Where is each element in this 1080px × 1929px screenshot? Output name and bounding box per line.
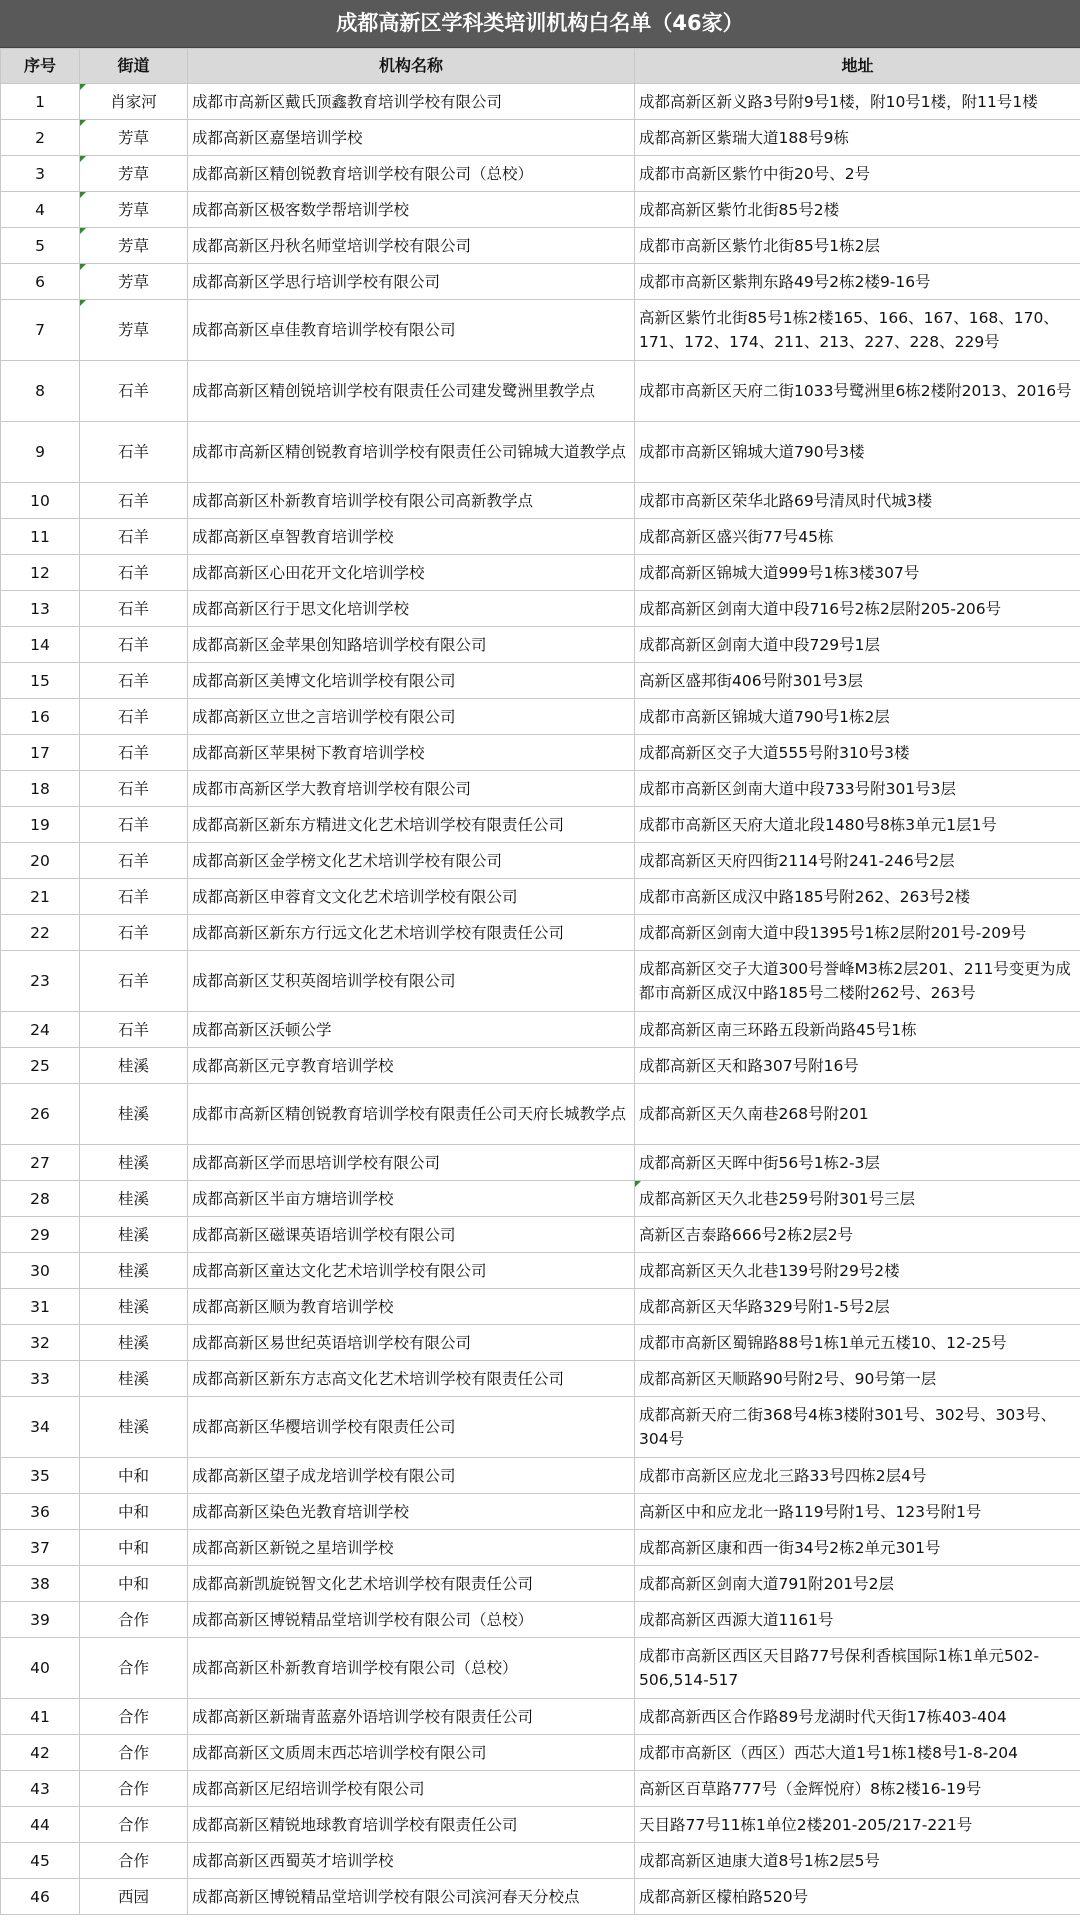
cell-address: 成都市高新区蜀锦路88号1栋1单元五楼10、12-25号 — [635, 1325, 1080, 1361]
cell-address: 成都市高新区紫竹中街20号、2号 — [635, 156, 1080, 192]
cell-street: 石羊 — [80, 555, 188, 591]
cell-name: 成都高新区朴新教育培训学校有限公司（总校） — [188, 1638, 635, 1699]
cell-address: 成都市高新区西区天目路77号保利香槟国际1栋1单元502-506,514-517 — [635, 1638, 1080, 1699]
cell-street: 石羊 — [80, 807, 188, 843]
cell-num: 32 — [1, 1325, 80, 1361]
whitelist-table — [0, 48, 1080, 1915]
table-row — [1, 951, 1080, 1012]
cell-num: 40 — [1, 1638, 80, 1699]
cell-name: 成都高新区顺为教育培训学校 — [188, 1289, 635, 1325]
cell-name: 成都高新区尼绍培训学校有限公司 — [188, 1771, 635, 1807]
cell-num: 41 — [1, 1699, 80, 1735]
cell-address: 成都市高新区成汉中路185号附262、263号2楼 — [635, 879, 1080, 915]
cell-num: 15 — [1, 663, 80, 699]
cell-num: 9 — [1, 422, 80, 483]
cell-num: 17 — [1, 735, 80, 771]
table-row — [1, 771, 1080, 807]
cell-name: 成都高新区新东方行远文化艺术培训学校有限责任公司 — [188, 915, 635, 951]
table-row — [1, 264, 1080, 300]
cell-name: 成都高新区沃顿公学 — [188, 1012, 635, 1048]
cell-name: 成都高新区半亩方塘培训学校 — [188, 1181, 635, 1217]
table-row — [1, 1879, 1080, 1915]
cell-address: 成都市高新区天府大道北段1480号8栋3单元1层1号 — [635, 807, 1080, 843]
cell-name: 成都高新区新锐之星培训学校 — [188, 1530, 635, 1566]
cell-name: 成都高新区美博文化培训学校有限公司 — [188, 663, 635, 699]
cell-address: 高新区百草路777号（金辉悦府）8栋2楼16-19号 — [635, 1771, 1080, 1807]
cell-street: 桂溪 — [80, 1145, 188, 1181]
table-row — [1, 84, 1080, 120]
cell-street: 桂溪 — [80, 1253, 188, 1289]
table-row — [1, 483, 1080, 519]
cell-num: 10 — [1, 483, 80, 519]
table-row — [1, 1458, 1080, 1494]
cell-street: 石羊 — [80, 627, 188, 663]
cell-address: 天目路77号11栋1单位2楼201-205/217-221号 — [635, 1807, 1080, 1843]
cell-street: 石羊 — [80, 879, 188, 915]
cell-street: 合作 — [80, 1699, 188, 1735]
cell-num: 5 — [1, 228, 80, 264]
cell-num: 2 — [1, 120, 80, 156]
cell-num: 45 — [1, 1843, 80, 1879]
cell-num: 16 — [1, 699, 80, 735]
cell-street: 石羊 — [80, 951, 188, 1012]
cell-num: 18 — [1, 771, 80, 807]
cell-address: 成都高新区锦城大道999号1栋3楼307号 — [635, 555, 1080, 591]
cell-street: 中和 — [80, 1458, 188, 1494]
cell-num: 38 — [1, 1566, 80, 1602]
table-row — [1, 807, 1080, 843]
cell-address: 成都高新区天府四街2114号附241-246号2层 — [635, 843, 1080, 879]
table-row — [1, 627, 1080, 663]
header-num: 序号 — [1, 49, 80, 84]
cell-name: 成都高新区精创锐教育培训学校有限公司（总校） — [188, 156, 635, 192]
cell-address: 高新区盛邦街406号附301号3层 — [635, 663, 1080, 699]
cell-street: 桂溪 — [80, 1289, 188, 1325]
table-row — [1, 735, 1080, 771]
cell-address: 成都高新区天晖中街56号1栋2-3层 — [635, 1145, 1080, 1181]
cell-address: 成都高新区剑南大道中段716号2栋2层附205-206号 — [635, 591, 1080, 627]
cell-street: 石羊 — [80, 915, 188, 951]
cell-name: 成都高新区精创锐培训学校有限责任公司建发鹭洲里教学点 — [188, 361, 635, 422]
table-row — [1, 1699, 1080, 1735]
cell-name: 成都高新区学而思培训学校有限公司 — [188, 1145, 635, 1181]
cell-num: 33 — [1, 1361, 80, 1397]
table-row — [1, 843, 1080, 879]
cell-address: 成都高新区天久北巷259号附301号三层 — [635, 1181, 1080, 1217]
cell-street: 石羊 — [80, 771, 188, 807]
cell-name: 成都高新区文质周末西芯培训学校有限公司 — [188, 1735, 635, 1771]
table-row — [1, 1735, 1080, 1771]
cell-name: 成都高新区望子成龙培训学校有限公司 — [188, 1458, 635, 1494]
cell-address: 成都高新区西源大道1161号 — [635, 1602, 1080, 1638]
cell-address: 成都市高新区天府二街1033号鹭洲里6栋2楼附2013、2016号 — [635, 361, 1080, 422]
cell-street: 中和 — [80, 1530, 188, 1566]
table-row — [1, 1566, 1080, 1602]
cell-address: 成都高新区康和西一街34号2栋2单元301号 — [635, 1530, 1080, 1566]
cell-street: 中和 — [80, 1494, 188, 1530]
table-row — [1, 1638, 1080, 1699]
cell-name: 成都市高新区精创锐教育培训学校有限责任公司锦城大道教学点 — [188, 422, 635, 483]
cell-address: 成都市高新区锦城大道790号1栋2层 — [635, 699, 1080, 735]
cell-address: 成都市高新区应龙北三路33号四栋2层4号 — [635, 1458, 1080, 1494]
cell-name: 成都高新区元亨教育培训学校 — [188, 1048, 635, 1084]
cell-name: 成都高新区磁课英语培训学校有限公司 — [188, 1217, 635, 1253]
cell-address: 成都高新区交子大道555号附310号3楼 — [635, 735, 1080, 771]
header-address: 地址 — [635, 49, 1080, 84]
cell-num: 36 — [1, 1494, 80, 1530]
cell-address: 成都高新区紫瑞大道188号9栋 — [635, 120, 1080, 156]
cell-address: 成都高新区南三环路五段新尚路45号1栋 — [635, 1012, 1080, 1048]
cell-name: 成都高新区苹果树下教育培训学校 — [188, 735, 635, 771]
cell-address: 成都高新区天久南巷268号附201 — [635, 1084, 1080, 1145]
cell-street: 合作 — [80, 1807, 188, 1843]
cell-street: 石羊 — [80, 361, 188, 422]
table-row — [1, 1843, 1080, 1879]
cell-street: 合作 — [80, 1771, 188, 1807]
cell-street: 桂溪 — [80, 1361, 188, 1397]
table-row — [1, 1771, 1080, 1807]
cell-num: 21 — [1, 879, 80, 915]
table-row — [1, 879, 1080, 915]
cell-num: 46 — [1, 1879, 80, 1915]
cell-name: 成都高新区行于思文化培训学校 — [188, 591, 635, 627]
cell-num: 34 — [1, 1397, 80, 1458]
cell-address: 成都高新区天顺路90号附2号、90号第一层 — [635, 1361, 1080, 1397]
table-row — [1, 1397, 1080, 1458]
table-row — [1, 663, 1080, 699]
table-row — [1, 1181, 1080, 1217]
cell-address: 高新区紫竹北街85号1栋2楼165、166、167、168、170、171、172、174、211、213、227、228、229号 — [635, 300, 1080, 361]
cell-name: 成都高新区华樱培训学校有限责任公司 — [188, 1397, 635, 1458]
cell-address: 成都高新区剑南大道中段1395号1栋2层附201号-209号 — [635, 915, 1080, 951]
cell-street: 桂溪 — [80, 1048, 188, 1084]
cell-name: 成都高新区心田花开文化培训学校 — [188, 555, 635, 591]
cell-name: 成都高新区极客数学帮培训学校 — [188, 192, 635, 228]
cell-num: 31 — [1, 1289, 80, 1325]
cell-num: 42 — [1, 1735, 80, 1771]
cell-num: 30 — [1, 1253, 80, 1289]
cell-street: 石羊 — [80, 735, 188, 771]
cell-name: 成都高新区染色光教育培训学校 — [188, 1494, 635, 1530]
cell-name: 成都高新区新东方精进文化艺术培训学校有限责任公司 — [188, 807, 635, 843]
cell-num: 22 — [1, 915, 80, 951]
table-row — [1, 120, 1080, 156]
cell-street: 石羊 — [80, 591, 188, 627]
cell-address: 成都市高新区紫荆东路49号2栋2楼9-16号 — [635, 264, 1080, 300]
cell-name: 成都高新区博锐精品堂培训学校有限公司滨河春天分校点 — [188, 1879, 635, 1915]
cell-address: 成都高新区新义路3号附9号1楼，附10号1楼，附11号1楼 — [635, 84, 1080, 120]
cell-address: 成都高新区盛兴街77号45栋 — [635, 519, 1080, 555]
cell-num: 20 — [1, 843, 80, 879]
cell-address: 成都高新西区合作路89号龙湖时代天街17栋403-404 — [635, 1699, 1080, 1735]
cell-street: 芳草 — [80, 300, 188, 361]
cell-address: 成都高新区紫竹北街85号2楼 — [635, 192, 1080, 228]
cell-num: 1 — [1, 84, 80, 120]
cell-name: 成都市高新区戴氏顶鑫教育培训学校有限公司 — [188, 84, 635, 120]
cell-num: 13 — [1, 591, 80, 627]
cell-name: 成都高新区金苹果创知路培训学校有限公司 — [188, 627, 635, 663]
table-row — [1, 519, 1080, 555]
cell-num: 28 — [1, 1181, 80, 1217]
table-row — [1, 156, 1080, 192]
cell-num: 27 — [1, 1145, 80, 1181]
header-name: 机构名称 — [188, 49, 635, 84]
cell-address: 成都市高新区（西区）西芯大道1号1栋1楼8号1-8-204 — [635, 1735, 1080, 1771]
cell-street: 石羊 — [80, 663, 188, 699]
cell-street: 石羊 — [80, 1012, 188, 1048]
cell-num: 35 — [1, 1458, 80, 1494]
table-row — [1, 1084, 1080, 1145]
cell-address: 高新区中和应龙北一路119号附1号、123号附1号 — [635, 1494, 1080, 1530]
cell-num: 43 — [1, 1771, 80, 1807]
table-row — [1, 422, 1080, 483]
cell-num: 14 — [1, 627, 80, 663]
cell-address: 成都高新区檬柏路520号 — [635, 1879, 1080, 1915]
table-row — [1, 915, 1080, 951]
table-row — [1, 699, 1080, 735]
cell-name: 成都高新区新东方志高文化艺术培训学校有限责任公司 — [188, 1361, 635, 1397]
cell-address: 成都市高新区紫竹北街85号1栋2层 — [635, 228, 1080, 264]
cell-name: 成都高新区卓智教育培训学校 — [188, 519, 635, 555]
cell-num: 6 — [1, 264, 80, 300]
cell-num: 29 — [1, 1217, 80, 1253]
table-row — [1, 1602, 1080, 1638]
cell-street: 合作 — [80, 1735, 188, 1771]
cell-name: 成都高新区金学榜文化艺术培训学校有限公司 — [188, 843, 635, 879]
table-row — [1, 591, 1080, 627]
table-row — [1, 1361, 1080, 1397]
cell-name: 成都高新区嘉堡培训学校 — [188, 120, 635, 156]
cell-street: 芳草 — [80, 156, 188, 192]
cell-street: 芳草 — [80, 192, 188, 228]
cell-num: 25 — [1, 1048, 80, 1084]
table-row — [1, 361, 1080, 422]
cell-address: 成都高新区交子大道300号誉峰M3栋2层201、211号变更为成都市高新区成汉中路185号二楼附262号、263号 — [635, 951, 1080, 1012]
cell-street: 芳草 — [80, 228, 188, 264]
cell-street: 石羊 — [80, 699, 188, 735]
cell-address: 成都高新区天久北巷139号附29号2楼 — [635, 1253, 1080, 1289]
header-row — [1, 49, 1080, 84]
cell-street: 合作 — [80, 1602, 188, 1638]
cell-name: 成都高新区申蓉育文文化艺术培训学校有限公司 — [188, 879, 635, 915]
table-row — [1, 1253, 1080, 1289]
cell-name: 成都高新区艾积英阁培训学校有限公司 — [188, 951, 635, 1012]
cell-num: 39 — [1, 1602, 80, 1638]
cell-num: 3 — [1, 156, 80, 192]
cell-name: 成都高新区精锐地球教育培训学校有限责任公司 — [188, 1807, 635, 1843]
cell-name: 成都高新区立世之言培训学校有限公司 — [188, 699, 635, 735]
cell-address: 高新区吉泰路666号2栋2层2号 — [635, 1217, 1080, 1253]
cell-name: 成都市高新区学大教育培训学校有限公司 — [188, 771, 635, 807]
cell-num: 11 — [1, 519, 80, 555]
cell-address: 成都高新区天和路307号附16号 — [635, 1048, 1080, 1084]
cell-street: 石羊 — [80, 519, 188, 555]
table-row — [1, 555, 1080, 591]
cell-name: 成都高新区朴新教育培训学校有限公司高新教学点 — [188, 483, 635, 519]
cell-name: 成都市高新区精创锐教育培训学校有限责任公司天府长城教学点 — [188, 1084, 635, 1145]
cell-street: 中和 — [80, 1566, 188, 1602]
cell-address: 成都市高新区荣华北路69号清凤时代城3楼 — [635, 483, 1080, 519]
cell-name: 成都高新区学思行培训学校有限公司 — [188, 264, 635, 300]
table-row — [1, 1325, 1080, 1361]
cell-address: 成都市高新区剑南大道中段733号附301号3层 — [635, 771, 1080, 807]
cell-street: 桂溪 — [80, 1397, 188, 1458]
cell-name: 成都高新区童达文化艺术培训学校有限公司 — [188, 1253, 635, 1289]
cell-street: 桂溪 — [80, 1084, 188, 1145]
cell-num: 19 — [1, 807, 80, 843]
cell-address: 成都高新区迪康大道8号1栋2层5号 — [635, 1843, 1080, 1879]
cell-address: 成都高新区剑南大道791附201号2层 — [635, 1566, 1080, 1602]
page-title: 成都高新区学科类培训机构白名单（46家） — [0, 0, 1080, 48]
table-row — [1, 1217, 1080, 1253]
table-row — [1, 1145, 1080, 1181]
cell-name: 成都高新区丹秋名师堂培训学校有限公司 — [188, 228, 635, 264]
cell-address: 成都市高新区锦城大道790号3楼 — [635, 422, 1080, 483]
cell-name: 成都高新凯旋锐智文化艺术培训学校有限责任公司 — [188, 1566, 635, 1602]
cell-street: 芳草 — [80, 264, 188, 300]
cell-street: 桂溪 — [80, 1325, 188, 1361]
cell-street: 肖家河 — [80, 84, 188, 120]
cell-num: 23 — [1, 951, 80, 1012]
cell-name: 成都高新区新瑞青蓝嘉外语培训学校有限责任公司 — [188, 1699, 635, 1735]
cell-street: 石羊 — [80, 843, 188, 879]
cell-street: 石羊 — [80, 483, 188, 519]
cell-name: 成都高新区西蜀英才培训学校 — [188, 1843, 635, 1879]
table-row — [1, 1494, 1080, 1530]
table-row — [1, 192, 1080, 228]
cell-num: 8 — [1, 361, 80, 422]
table-row — [1, 1530, 1080, 1566]
cell-num: 26 — [1, 1084, 80, 1145]
cell-num: 12 — [1, 555, 80, 591]
cell-address: 成都高新区剑南大道中段729号1层 — [635, 627, 1080, 663]
cell-address: 成都高新天府二街368号4栋3楼附301号、302号、303号、304号 — [635, 1397, 1080, 1458]
cell-street: 石羊 — [80, 422, 188, 483]
cell-street: 合作 — [80, 1843, 188, 1879]
table-row — [1, 1048, 1080, 1084]
table-row — [1, 1289, 1080, 1325]
table-row — [1, 1807, 1080, 1843]
cell-name: 成都高新区易世纪英语培训学校有限公司 — [188, 1325, 635, 1361]
table-row — [1, 300, 1080, 361]
cell-street: 桂溪 — [80, 1181, 188, 1217]
table-row — [1, 1012, 1080, 1048]
cell-street: 桂溪 — [80, 1217, 188, 1253]
cell-street: 合作 — [80, 1638, 188, 1699]
cell-street: 芳草 — [80, 120, 188, 156]
cell-num: 4 — [1, 192, 80, 228]
cell-name: 成都高新区卓佳教育培训学校有限公司 — [188, 300, 635, 361]
cell-address: 成都高新区天华路329号附1-5号2层 — [635, 1289, 1080, 1325]
cell-street: 西园 — [80, 1879, 188, 1915]
cell-num: 24 — [1, 1012, 80, 1048]
header-street: 街道 — [80, 49, 188, 84]
cell-name: 成都高新区博锐精品堂培训学校有限公司（总校） — [188, 1602, 635, 1638]
cell-num: 37 — [1, 1530, 80, 1566]
cell-num: 44 — [1, 1807, 80, 1843]
table-row — [1, 228, 1080, 264]
cell-num: 7 — [1, 300, 80, 361]
